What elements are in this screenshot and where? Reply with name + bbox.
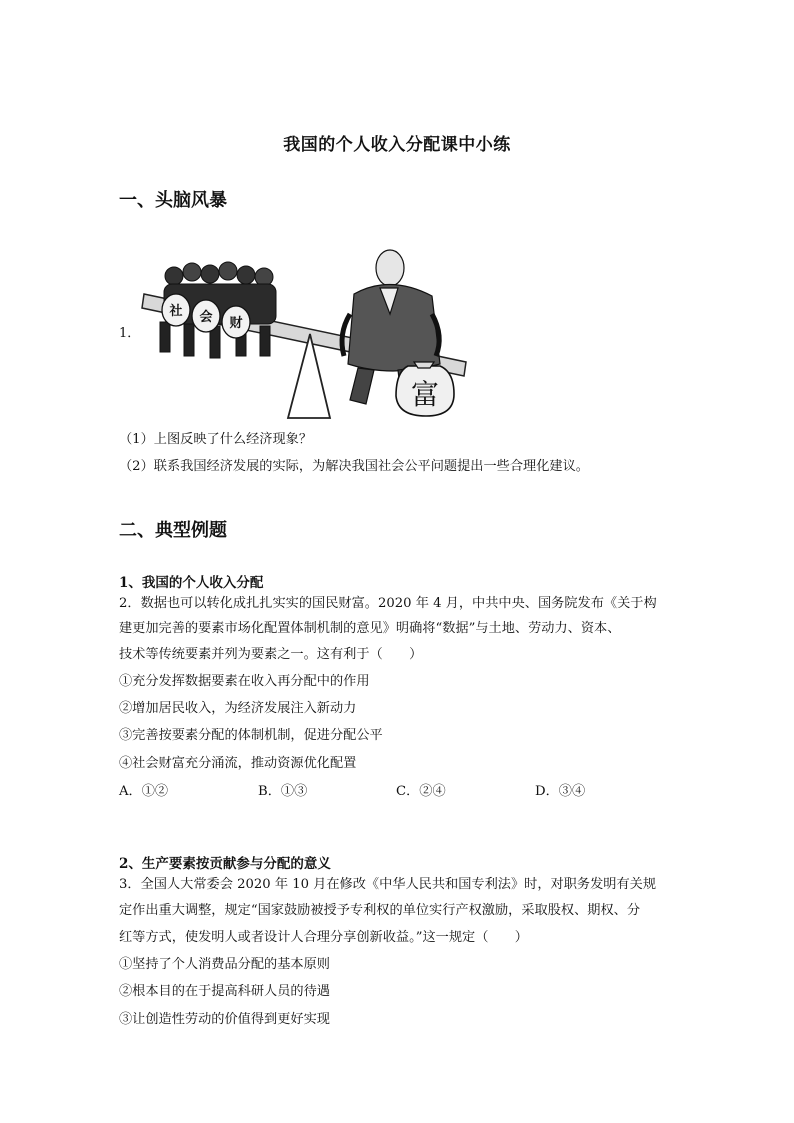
bag-char-1: 社 <box>169 304 183 319</box>
question-3-option-3: ③让创造性劳动的价值得到更好实现 <box>119 1012 330 1027</box>
page-title: 我国的个人收入分配课中小练 <box>283 135 511 155</box>
question-2-choice-a: A．①② <box>119 784 169 799</box>
cartoon-figure <box>140 244 470 420</box>
question-2-choice-c: C．②④ <box>396 784 446 799</box>
bag-char-2: 会 <box>199 310 213 325</box>
big-bag-char: 富 <box>410 378 440 411</box>
question-1-number: 1． <box>119 326 141 341</box>
question-3-option-1: ①坚持了个人消费品分配的基本原则 <box>119 957 330 972</box>
question-2-option-1: ①充分发挥数据要素在收入再分配中的作用 <box>119 674 370 689</box>
question-2-option-2: ②增加居民收入，为经济发展注入新动力 <box>119 701 357 716</box>
question-2-line-2: 建更加完善的要素市场化配置体制机制的意见》明确将“数据”与土地、劳动力、资本、 <box>119 621 621 636</box>
question-1-sub-2: （2）联系我国经济发展的实际，为解决我国社会公平问题提出一些合理化建议。 <box>119 459 589 474</box>
question-2-choice-d: D．③④ <box>535 784 586 799</box>
question-3-line-3: 红等方式，使发明人或者设计人合理分享创新收益。”这一规定（ ） <box>119 930 528 945</box>
question-1-sub-1: （1）上图反映了什么经济现象？ <box>119 432 313 447</box>
section-heading-examples: 二、典型例题 <box>119 520 227 541</box>
question-2-option-4: ④社会财富充分涌流，推动资源优化配置 <box>119 756 357 771</box>
question-3-line-2: 定作出重大调整，规定“国家鼓励被授予专利权的单位实行产权激励，采取股权、期权、分 <box>119 903 641 918</box>
topic-heading-2: 2、生产要素按贡献参与分配的意义 <box>119 856 331 872</box>
question-3-option-2: ②根本目的在于提高科研人员的待遇 <box>119 984 330 999</box>
question-2-line-3: 技术等传统要素并列为要素之一。这有利于（ ） <box>119 647 423 662</box>
question-2-choice-b: B．①③ <box>258 784 308 799</box>
question-3-line-1: 3．全国人大常委会 2020 年 10 月在修改《中华人民共和国专利法》时，对职务发明有关规 <box>119 877 657 892</box>
section-heading-brainstorm: 一、头脑风暴 <box>119 190 227 211</box>
question-2-option-3: ③完善按要素分配的体制机制，促进分配公平 <box>119 728 383 743</box>
bag-char-3: 财 <box>229 316 243 331</box>
topic-heading-1: 1、我国的个人收入分配 <box>119 575 264 591</box>
question-2-line-1: 2．数据也可以转化成扎扎实实的国民财富。2020 年 4 月，中共中央、国务院发布《关于构 <box>119 596 657 611</box>
big-money-bag <box>396 362 454 416</box>
